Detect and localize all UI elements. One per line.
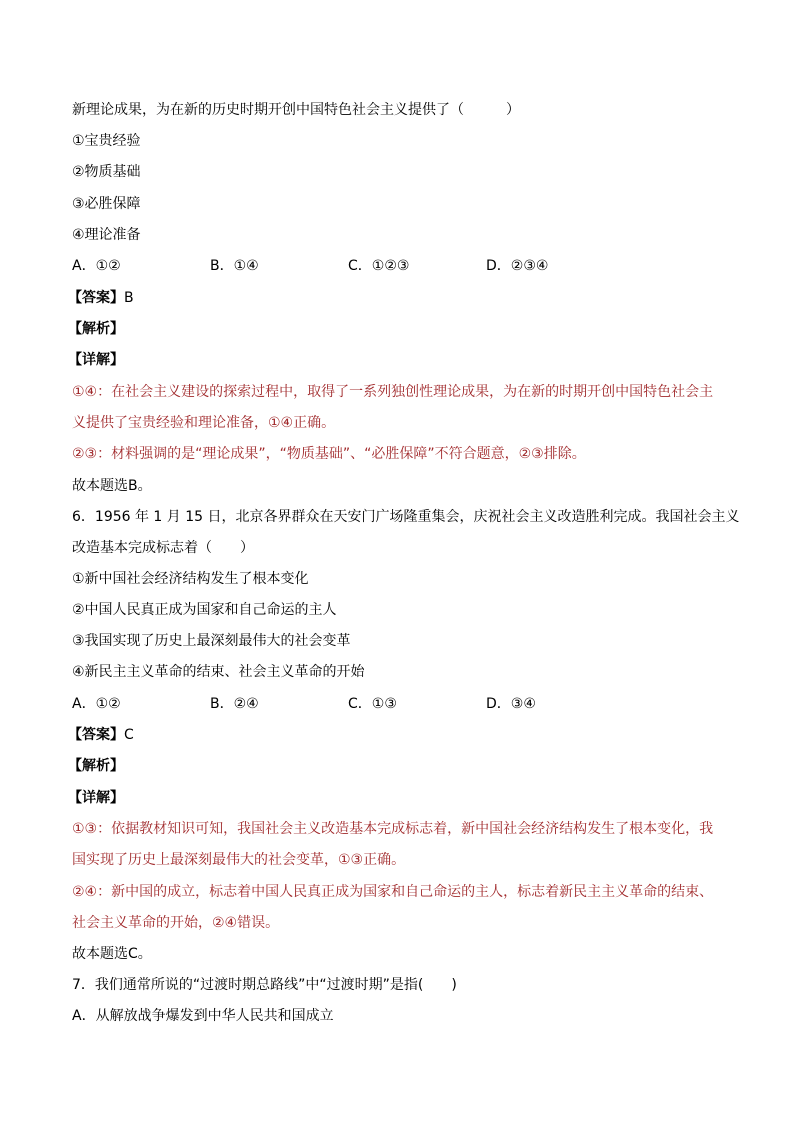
q6-options <box>72 694 722 714</box>
q6-answer-label: 【答案】 <box>68 727 124 743</box>
q6-stem-line-2: 改造基本完成标志着（ ） <box>72 540 254 556</box>
q6-analysis-label: 【解析】 <box>68 758 124 774</box>
q6-stem-line-1: 6．1956 年 1 月 15 日，北京各界群众在天安门广场隆重集会，庆祝社会主义改造胜利完成。我国社会主义 <box>72 509 740 525</box>
q6-detail-line-1: ①③：依据教材知识可知，我国社会主义改造基本完成标志着，新中国社会经济结构发生了根本变化，我 <box>72 821 714 837</box>
q6-conclusion: 故本题选C。 <box>72 946 152 962</box>
q5-detail-line-3: ②③：材料强调的是“理论成果”，“物质基础”、“必胜保障”不符合题意，②③排除。 <box>72 446 586 462</box>
q5-stem: 新理论成果，为在新的历史时期开创中国特色社会主义提供了（ ） <box>72 102 520 118</box>
q6-detail-line-2: 国实现了历史上最深刻最伟大的社会变革，①③正确。 <box>72 852 406 868</box>
q5-option-a: A．①② <box>72 258 121 274</box>
q6-item-3: ③我国实现了历史上最深刻最伟大的社会变革 <box>72 633 351 649</box>
q5-answer <box>68 288 134 308</box>
q5-detail-line-2: 义提供了宝贵经验和理论准备，①④正确。 <box>72 415 336 431</box>
q7-option-a: A．从解放战争爆发到中华人民共和国成立 <box>72 1008 334 1024</box>
q7-stem: 7．我们通常所说的“过渡时期总路线”中“过渡时期”是指( ) <box>72 977 457 993</box>
q5-answer-label: 【答案】 <box>68 290 124 306</box>
q6-item-4: ④新民主主义革命的结束、社会主义革命的开始 <box>72 664 365 680</box>
q5-analysis-label: 【解析】 <box>68 321 124 337</box>
q6-answer-value: C <box>124 727 134 743</box>
q6-option-b: B．②④ <box>210 696 259 712</box>
q5-answer-value: B <box>124 290 134 306</box>
q5-item-3: ③必胜保障 <box>72 196 141 212</box>
q6-option-a: A．①② <box>72 696 121 712</box>
q5-conclusion: 故本题选B。 <box>72 478 152 494</box>
q5-item-1: ①宝贵经验 <box>72 133 141 149</box>
q6-option-c: C．①③ <box>348 696 397 712</box>
q5-options <box>72 256 722 276</box>
q5-option-b: B．①④ <box>210 258 259 274</box>
q5-detail-line-1: ①④：在社会主义建设的探索过程中，取得了一系列独创性理论成果，为在新的时期开创中国特色社会主 <box>72 384 714 400</box>
q6-item-2: ②中国人民真正成为国家和自己命运的主人 <box>72 602 337 618</box>
q6-item-1: ①新中国社会经济结构发生了根本变化 <box>72 571 309 587</box>
q6-option-d: D．③④ <box>486 696 536 712</box>
q5-option-d: D．②③④ <box>486 258 549 274</box>
q6-answer <box>68 725 134 745</box>
q6-detail-label: 【详解】 <box>68 790 124 806</box>
q5-item-2: ②物质基础 <box>72 164 141 180</box>
q5-option-c: C．①②③ <box>348 258 410 274</box>
q5-item-4: ④理论准备 <box>72 227 141 243</box>
q6-detail-line-3: ②④：新中国的成立，标志着中国人民真正成为国家和自己命运的主人，标志着新民主主义革命的结束、 <box>72 884 714 900</box>
q6-detail-line-4: 社会主义革命的开始，②④错误。 <box>72 915 280 931</box>
q5-detail-label: 【详解】 <box>68 352 124 368</box>
